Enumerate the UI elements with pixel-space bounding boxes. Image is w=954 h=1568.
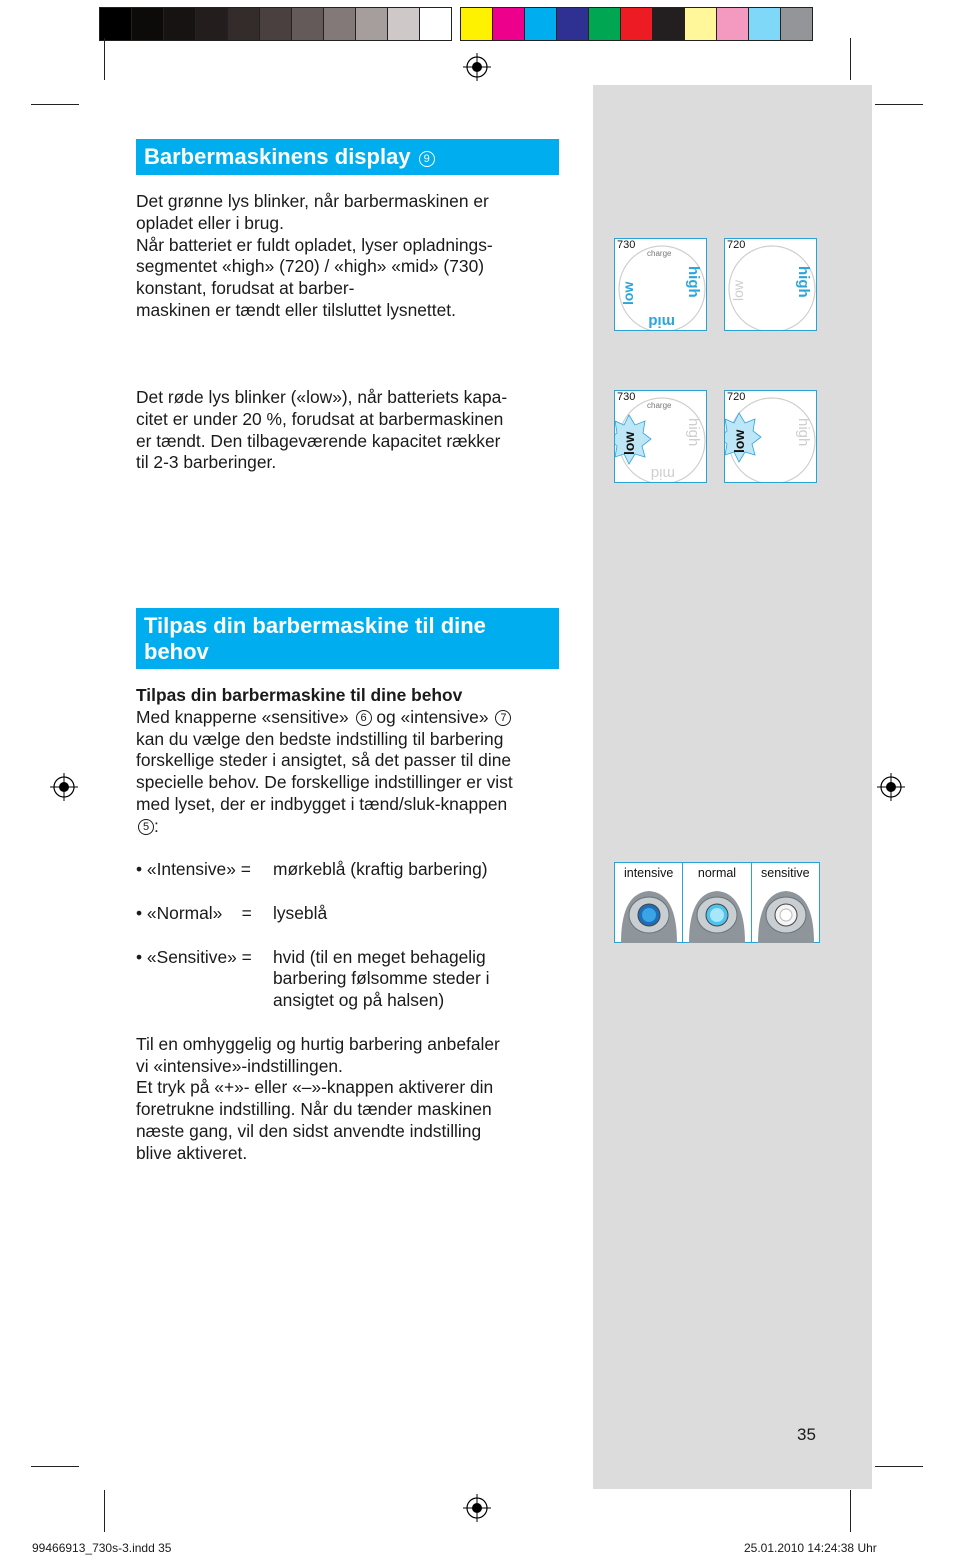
crop-mark (31, 104, 79, 105)
text-line: Det grønne lys blinker, når barbermaskinen er (136, 191, 489, 211)
low-label: low (621, 431, 637, 455)
color-swatch (259, 7, 292, 41)
high-label: high (685, 266, 702, 298)
display-dial-icon (725, 239, 817, 331)
display-730-low (614, 390, 707, 483)
text-line: forskellige steder i ansigtet, så det passer til dine (136, 750, 512, 771)
display-720-charged (724, 238, 817, 331)
crop-mark (104, 1490, 105, 1532)
reference-number: 9 (419, 151, 435, 167)
registration-mark-icon (877, 773, 905, 801)
color-swatch (716, 7, 749, 41)
intro-text: : (154, 815, 159, 836)
color-swatch (163, 7, 196, 41)
bullet-description: hvid (til en meget behagelig barbering følsomme steder i ansigtet og på halsen) (273, 946, 490, 1011)
crop-mark (850, 38, 851, 80)
color-swatch (227, 7, 260, 41)
color-swatch (323, 7, 356, 41)
text-line: vi «intensive»-indstillingen. (136, 1055, 343, 1076)
text-line: Det røde lys blinker («low»), når batteriets kapa- (136, 387, 508, 407)
color-swatch (588, 7, 621, 41)
text-line: er tændt. Den tilbageværende kapacitet rækker (136, 430, 501, 451)
registration-mark-icon (463, 53, 491, 81)
print-slug-file: 99466913_730s-3.indd 35 (32, 1541, 172, 1555)
color-swatch (684, 7, 717, 41)
color-swatch (524, 7, 557, 41)
mode-label: sensitive (761, 866, 810, 880)
intro-first-line (136, 707, 566, 729)
text-line: kan du vælge den bedste indstilling til barbering (136, 728, 504, 749)
heading-text: Tilpas din barbermaskine til dine (144, 613, 486, 638)
bullet-item (136, 859, 566, 881)
mode-sensitive (752, 863, 819, 942)
bullet-item (136, 947, 566, 1012)
display-720-low (724, 390, 817, 483)
model-number: 720 (727, 239, 746, 251)
text-line: næste gang, vil den sidst anvendte indstilling (136, 1120, 482, 1141)
low-label: low (730, 279, 746, 301)
color-swatch (131, 7, 164, 41)
color-swatch (748, 7, 781, 41)
color-swatch (780, 7, 813, 41)
bullet-item (136, 903, 566, 925)
shaving-modes-figure (614, 862, 820, 943)
text-line: specielle behov. De forskellige indstillinger er vist (136, 772, 513, 793)
paragraph-red-light (136, 387, 566, 474)
bullet-label: • «Intensive» = (136, 859, 251, 880)
power-button-dark-blue-icon (615, 883, 683, 943)
color-swatch (419, 7, 452, 41)
color-swatch (99, 7, 132, 41)
mode-intensive (615, 863, 683, 942)
mid-label: mid (648, 313, 675, 330)
charge-label: charge (647, 401, 672, 410)
color-swatch (291, 7, 324, 41)
crop-mark (875, 1466, 923, 1467)
mode-normal (683, 863, 751, 942)
intro-text: Med knapperne «sensitive» (136, 706, 349, 727)
paragraph-green-light (136, 191, 566, 322)
crop-mark (104, 38, 105, 80)
crop-mark (850, 1490, 851, 1532)
intro-last-line (136, 816, 566, 838)
text-line: Et tryk på «+»- eller «–»-knappen aktiverer din (136, 1077, 494, 1098)
text-line: segmentet «high» (720) / «high» «mid» (730) (136, 256, 485, 277)
text-line: til 2-3 barberinger. (136, 452, 277, 473)
high-label: high (795, 266, 812, 298)
color-swatch (460, 7, 493, 41)
text-line: citet er under 20 %, forudsat at barbermaskinen (136, 408, 504, 429)
reference-number: 7 (495, 710, 511, 726)
section-heading-adjust (136, 608, 559, 669)
display-dial-icon (615, 239, 707, 331)
power-button-light-blue-icon (683, 883, 751, 943)
mid-label: mid (650, 465, 675, 482)
bullet-description: mørkeblå (kraftig barbering) (273, 859, 488, 880)
color-swatch (652, 7, 685, 41)
color-swatch (492, 7, 525, 41)
color-swatch (620, 7, 653, 41)
mode-label: intensive (623, 866, 674, 880)
text-line: med lyset, der er indbygget i tænd/sluk-knappen (136, 793, 508, 814)
color-swatch (195, 7, 228, 41)
model-number: 730 (617, 391, 636, 403)
heading-text: Barbermaskinens display (144, 144, 411, 169)
model-number: 720 (727, 391, 746, 403)
page-number: 35 (797, 1425, 816, 1444)
crop-mark (875, 104, 923, 105)
subheading: Tilpas din barbermaskine til dine behov (136, 685, 463, 705)
print-slug-date: 25.01.2010 14:24:38 Uhr (744, 1541, 877, 1555)
section2-body (136, 685, 566, 1165)
text-line: blive aktiveret. (136, 1142, 248, 1163)
low-label: low (731, 429, 747, 453)
registration-mark-icon (50, 773, 78, 801)
reference-number: 6 (356, 710, 372, 726)
bullet-label: • «Normal» = (136, 902, 252, 923)
registration-mark-icon (463, 1494, 491, 1522)
power-button-white-icon (752, 883, 820, 943)
text-line: Til en omhyggelig og hurtig barbering anbefaler (136, 1033, 500, 1054)
section-heading-display (136, 139, 559, 175)
text-line: konstant, forudsat at barber- (136, 278, 355, 299)
color-calibration-bar (100, 7, 813, 41)
reference-number: 5 (138, 819, 154, 835)
display-730-charged (614, 238, 707, 331)
display-dial-icon (615, 391, 707, 483)
text-line: Når batteriet er fuldt opladet, lyser opladnings- (136, 234, 493, 255)
text-line: maskinen er tændt eller tilsluttet lysnettet. (136, 299, 456, 320)
model-number: 730 (617, 239, 636, 251)
charge-label: charge (647, 249, 672, 258)
text-line: opladet eller i brug. (136, 212, 284, 233)
high-label: high (795, 418, 812, 447)
bullet-label: • «Sensitive» = (136, 946, 252, 967)
color-swatch (556, 7, 589, 41)
text-line: foretrukne indstilling. Når du tænder maskinen (136, 1099, 492, 1120)
crop-mark (31, 1466, 79, 1467)
bullet-description: lyseblå (273, 902, 328, 923)
color-swatch (355, 7, 388, 41)
display-dial-icon (725, 391, 817, 483)
color-swatch (387, 7, 420, 41)
low-label: low (620, 281, 636, 305)
high-label: high (685, 418, 702, 447)
heading-text: behov (144, 639, 209, 664)
intro-text: og «intensive» (376, 706, 489, 727)
mode-label: normal (697, 866, 737, 880)
